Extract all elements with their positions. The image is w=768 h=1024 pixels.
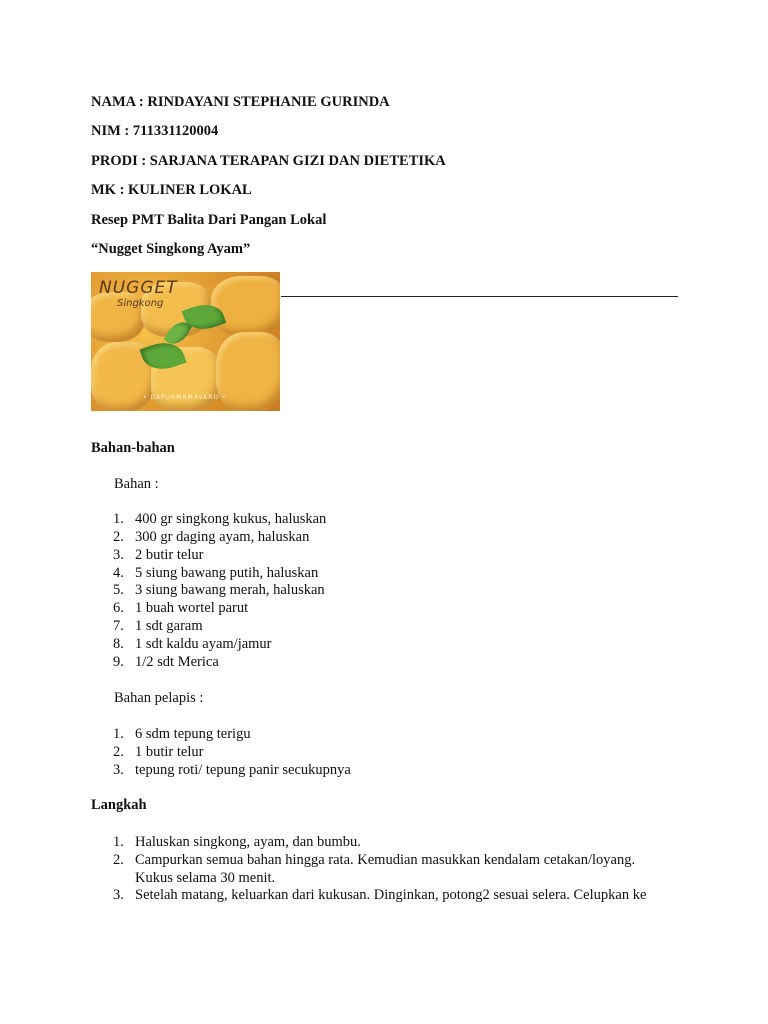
student-nim: NIM : 711331120004 [91, 123, 219, 139]
list-text: 1 sdt garam [135, 618, 203, 634]
recipe-subtitle: Resep PMT Balita Dari Pangan Lokal [91, 212, 327, 228]
list-text: 6 sdm tepung terigu [135, 726, 251, 742]
list-number: 3. [113, 762, 124, 778]
study-program: PRODI : SARJANA TERAPAN GIZI DAN DIETETIKA [91, 153, 446, 169]
list-text: 400 gr singkong kukus, haluskan [135, 511, 327, 527]
step-number: 3. [113, 887, 124, 903]
list-number: 2. [113, 529, 124, 545]
photo-subtitle-text: Singkong [117, 298, 164, 309]
list-text: 2 butir telur [135, 547, 204, 563]
list-text: 1 buah wortel parut [135, 600, 249, 616]
list-number: 5. [113, 582, 124, 598]
list-text: 1 butir telur [135, 744, 204, 760]
list-number: 8. [113, 636, 124, 652]
list-text: 1/2 sdt Merica [135, 654, 219, 670]
list-number: 1. [113, 726, 124, 742]
list-number: 9. [113, 654, 124, 670]
step-number: 1. [113, 834, 124, 850]
student-name: NAMA : RINDAYANI STEPHANIE GURINDA [91, 94, 390, 110]
list-text: 5 siung bawang putih, haluskan [135, 565, 319, 581]
horizontal-rule [281, 296, 678, 297]
nugget-photo [91, 272, 280, 411]
list-text: 1 sdt kaldu ayam/jamur [135, 636, 272, 652]
coating-subheading: Bahan pelapis : [114, 690, 204, 706]
list-number: 3. [113, 547, 124, 563]
list-number: 6. [113, 600, 124, 616]
step-text: Campurkan semua bahan hingga rata. Kemudian masukkan kendalam cetakan/loyang. Kukus selama 30 menit. [135, 852, 636, 886]
list-number: 1. [113, 511, 124, 527]
list-number: 7. [113, 618, 124, 634]
list-number: 2. [113, 744, 124, 760]
recipe-title: “Nugget Singkong Ayam” [91, 241, 251, 257]
photo-watermark: • DAPURMAMAVARO • [143, 394, 227, 401]
step-number: 2. [113, 852, 124, 868]
course-name: MK : KULINER LOKAL [91, 182, 252, 198]
step-text: Haluskan singkong, ayam, dan bumbu. [135, 834, 361, 850]
list-text: tepung roti/ tepung panir secukupnya [135, 762, 351, 778]
list-text: 300 gr daging ayam, haluskan [135, 529, 310, 545]
list-number: 4. [113, 565, 124, 581]
steps-heading: Langkah [91, 797, 147, 813]
list-text: 3 siung bawang merah, haluskan [135, 582, 325, 598]
photo-title-text: NUGGET [99, 278, 178, 298]
ingredients-heading: Bahan-bahan [91, 440, 175, 456]
ingredients-subheading: Bahan : [114, 476, 159, 492]
step-text: Setelah matang, keluarkan dari kukusan. Dinginkan, potong2 sesuai selera. Celupkan ke [135, 887, 647, 903]
